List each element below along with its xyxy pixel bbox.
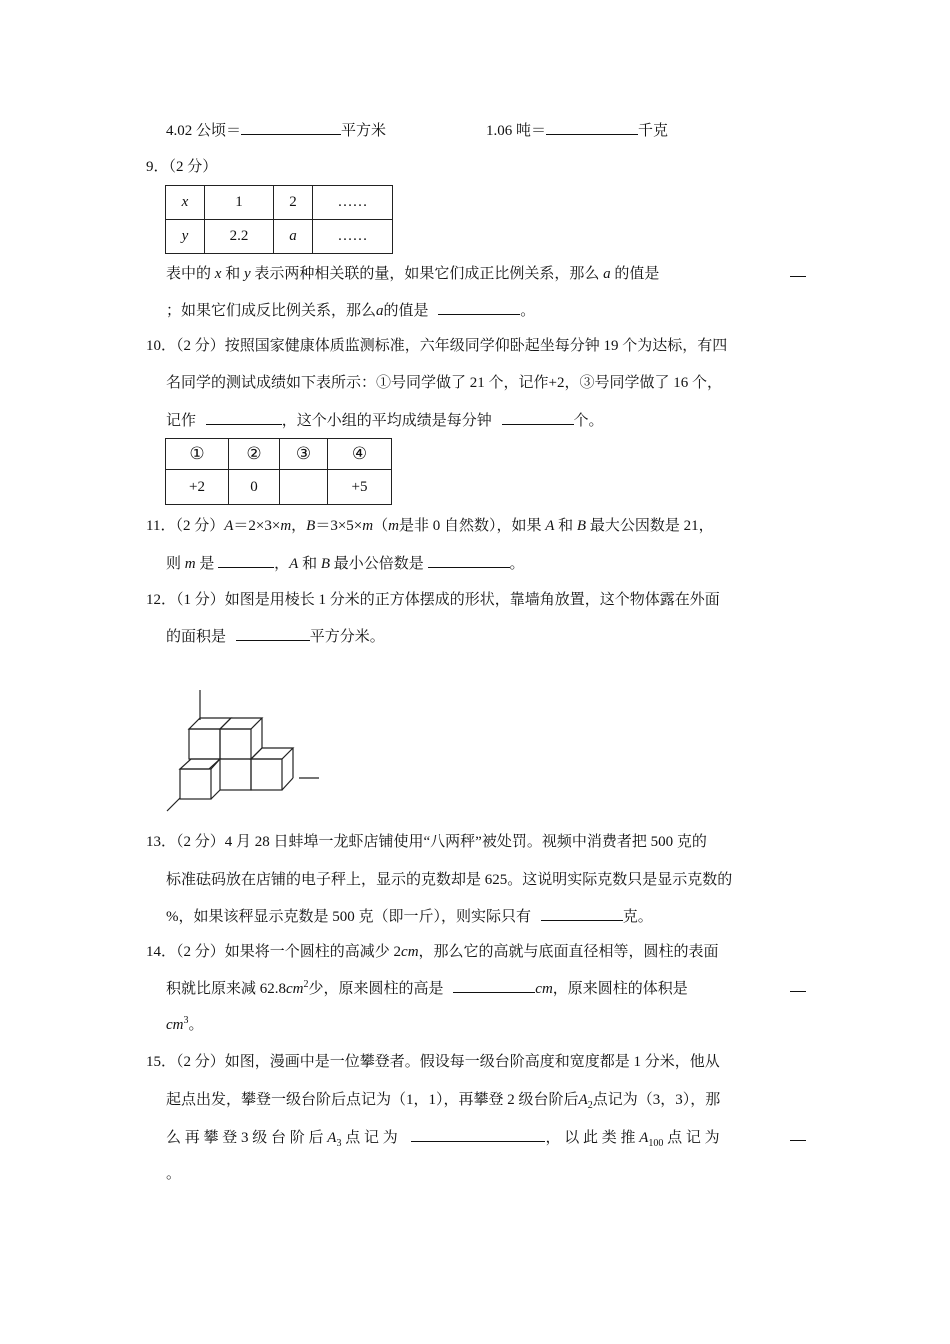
text: 表中的 xyxy=(166,266,212,282)
q15-line-4 xyxy=(166,1162,181,1183)
question-number: 10． xyxy=(146,338,177,354)
text: 最大公因数是 21， xyxy=(589,518,714,534)
question-points: （2 分） xyxy=(168,159,218,175)
sqm-unit: 平方米 xyxy=(341,123,387,139)
answer-blank[interactable] xyxy=(206,410,282,425)
table-row xyxy=(166,470,392,505)
q12-line-2 xyxy=(166,625,385,646)
var-m: m xyxy=(184,556,196,572)
q13-line-2 xyxy=(166,868,732,889)
text: 点记为（3，3），那 xyxy=(592,1092,721,1108)
text: 名同学的测试成绩如下表所示：①号同学做了 21 个，记作+2，③号同学做了 16 个， xyxy=(166,375,722,391)
text: （ xyxy=(373,518,389,534)
q10-line-3 xyxy=(166,409,604,430)
answer-blank[interactable] xyxy=(411,1127,545,1142)
var-m: m xyxy=(280,518,292,534)
var-m: m xyxy=(388,518,399,534)
question-number: 13． xyxy=(146,834,177,850)
q9-line-1 xyxy=(166,262,659,283)
var-a: a xyxy=(376,303,384,319)
table-cell: a xyxy=(274,220,313,254)
text: ， xyxy=(274,556,290,572)
question-number: 12． xyxy=(146,592,177,608)
answer-blank[interactable] xyxy=(218,553,274,568)
q15-line-3 xyxy=(166,1126,720,1149)
unit-cm: cm xyxy=(401,944,419,960)
text: （2 分）按照国家健康体质监测标准，六年级同学仰卧起坐每分钟 19 个为达标，有四 xyxy=(176,338,728,354)
text: 是 xyxy=(199,556,215,572)
answer-blank[interactable] xyxy=(541,906,623,921)
ton-conversion xyxy=(486,119,668,140)
superscript: 2 xyxy=(303,979,309,990)
q13-line-1 xyxy=(146,830,707,851)
q11-line-2 xyxy=(166,552,525,573)
q10-table xyxy=(165,438,392,505)
table-cell: y xyxy=(166,220,205,254)
question-number: 15． xyxy=(146,1054,177,1070)
text: 表示两种相关联的量，如果它们成正比例关系，那么 xyxy=(254,266,600,282)
text: 点 记 为 xyxy=(667,1130,720,1146)
q10-line-2 xyxy=(166,371,722,392)
table-cell: …… xyxy=(313,220,393,254)
q14-line-3 xyxy=(166,1013,204,1034)
superscript: 3 xyxy=(183,1015,189,1026)
text: ， xyxy=(291,518,307,534)
table-cell: x xyxy=(166,186,205,220)
unit-conversion-line xyxy=(166,119,386,140)
question-9-header xyxy=(146,155,217,176)
text: （2 分） xyxy=(175,518,225,534)
table-row xyxy=(166,186,393,220)
cube-stack-figure xyxy=(160,685,330,815)
text: 起点出发，攀登一级台阶后点记为（1，1），再攀登 2 级台阶后 xyxy=(166,1092,579,1108)
text: ， 以 此 类 推 xyxy=(545,1130,636,1146)
question-number: 14． xyxy=(146,944,177,960)
var-B: B xyxy=(306,518,316,534)
answer-blank[interactable] xyxy=(790,1126,806,1141)
answer-blank[interactable] xyxy=(241,120,341,135)
var-B: B xyxy=(320,556,330,572)
q9-line-2 xyxy=(166,299,535,320)
text: 和 xyxy=(302,556,318,572)
text: ＝2×3× xyxy=(233,518,281,534)
unit-cm: cm xyxy=(166,1017,184,1033)
table-cell: +2 xyxy=(166,470,229,505)
q14-line-2 xyxy=(166,977,688,998)
text: 是非 0 自然数），如果 xyxy=(398,518,542,534)
answer-blank[interactable] xyxy=(546,120,638,135)
text: （2 分）如果将一个圆柱的高减少 2 xyxy=(176,944,402,960)
table-cell: 2 xyxy=(274,186,313,220)
text: ，这个小组的平均成绩是每分钟 xyxy=(281,413,492,429)
q10-line-1 xyxy=(146,334,727,355)
subscript: 2 xyxy=(587,1100,593,1111)
table-cell: 0 xyxy=(229,470,280,505)
text: 。 xyxy=(520,303,536,319)
answer-blank[interactable] xyxy=(236,626,310,641)
table-cell: ③ xyxy=(280,439,328,470)
text: 点 记 为 xyxy=(345,1130,398,1146)
table-cell[interactable] xyxy=(280,470,328,505)
text: 的值是 xyxy=(383,303,429,319)
var-A: A xyxy=(639,1130,649,1146)
unit-cm: cm xyxy=(535,981,553,997)
var-A: A xyxy=(578,1092,588,1108)
text: 。 xyxy=(166,1166,182,1182)
table-row xyxy=(166,439,392,470)
text: 。 xyxy=(188,1017,204,1033)
unit-cm: cm xyxy=(286,981,304,997)
q15-line-2 xyxy=(166,1088,720,1111)
answer-blank[interactable] xyxy=(438,300,520,315)
q9-table xyxy=(165,185,393,254)
text: 么 再 攀 登 3 级 台 阶 后 xyxy=(166,1130,324,1146)
text: 克。 xyxy=(622,909,653,925)
var-A: A xyxy=(224,518,234,534)
text: 的面积是 xyxy=(166,629,227,645)
question-number: 11． xyxy=(146,518,176,534)
hectare-text: 4.02 公顷＝ xyxy=(166,123,242,139)
var-A: A xyxy=(327,1130,337,1146)
question-number: 9． xyxy=(146,159,169,175)
text: 和 xyxy=(558,518,574,534)
table-cell: 2.2 xyxy=(205,220,274,254)
text: 记作 xyxy=(166,413,197,429)
text: 积就比原来减 62.8 xyxy=(166,981,287,997)
var-A: A xyxy=(289,556,299,572)
text: ；如果它们成反比例关系，那么 xyxy=(166,303,377,319)
q15-line-1 xyxy=(146,1050,720,1071)
table-row xyxy=(166,220,393,254)
q13-line-3 xyxy=(166,905,653,926)
answer-blank[interactable] xyxy=(790,262,806,277)
text: 和 xyxy=(225,266,241,282)
q12-line-1 xyxy=(146,588,720,609)
text: 个。 xyxy=(573,413,604,429)
text: ，那么它的高就与底面直径相等，圆柱的表面 xyxy=(418,944,719,960)
var-m: m xyxy=(362,518,374,534)
kg-unit: 千克 xyxy=(638,123,669,139)
table-cell: …… xyxy=(313,186,393,220)
table-cell: ① xyxy=(166,439,229,470)
answer-blank[interactable] xyxy=(453,978,535,993)
text: ，原来圆柱的体积是 xyxy=(552,981,688,997)
var-x: x xyxy=(214,266,222,282)
answer-blank[interactable] xyxy=(502,410,574,425)
text: 则 xyxy=(166,556,182,572)
table-cell: +5 xyxy=(328,470,392,505)
answer-blank[interactable] xyxy=(428,553,510,568)
text: 标准砝码放在店铺的电子秤上，显示的克数却是 625。这说明实际克数只是显示克数的 xyxy=(166,872,733,888)
var-A: A xyxy=(545,518,555,534)
text: （2 分）如图，漫画中是一位攀登者。假设每一级台阶高度和宽度都是 1 分米，他从 xyxy=(176,1054,720,1070)
ton-text: 1.06 吨＝ xyxy=(486,123,547,139)
text: 的值是 xyxy=(614,266,660,282)
q11-line-1 xyxy=(146,514,714,535)
table-cell: 1 xyxy=(205,186,274,220)
var-B: B xyxy=(576,518,587,534)
text: （1 分）如图是用棱长 1 分米的正方体摆成的形状，靠墙角放置，这个物体露在外面 xyxy=(176,592,720,608)
text: 少，原来圆柱的高是 xyxy=(308,981,444,997)
subscript: 100 xyxy=(648,1138,664,1149)
text: %，如果该秤显示克数是 500 克（即一斤），则实际只有 xyxy=(166,909,531,925)
text: 最小公倍数是 xyxy=(333,556,424,572)
text: （2 分）4 月 28 日蚌埠一龙虾店铺使用“八两秤”被处罚。视频中消费者把 500 克的 xyxy=(176,834,707,850)
var-a: a xyxy=(603,266,611,282)
q14-line-1 xyxy=(146,940,719,961)
table-cell: ④ xyxy=(328,439,392,470)
text: ＝3×5× xyxy=(315,518,363,534)
var-y: y xyxy=(243,266,251,282)
text: 平方分米。 xyxy=(309,629,385,645)
answer-blank[interactable] xyxy=(790,977,806,992)
text: 。 xyxy=(509,556,525,572)
table-cell: ② xyxy=(229,439,280,470)
subscript: 3 xyxy=(336,1138,342,1149)
